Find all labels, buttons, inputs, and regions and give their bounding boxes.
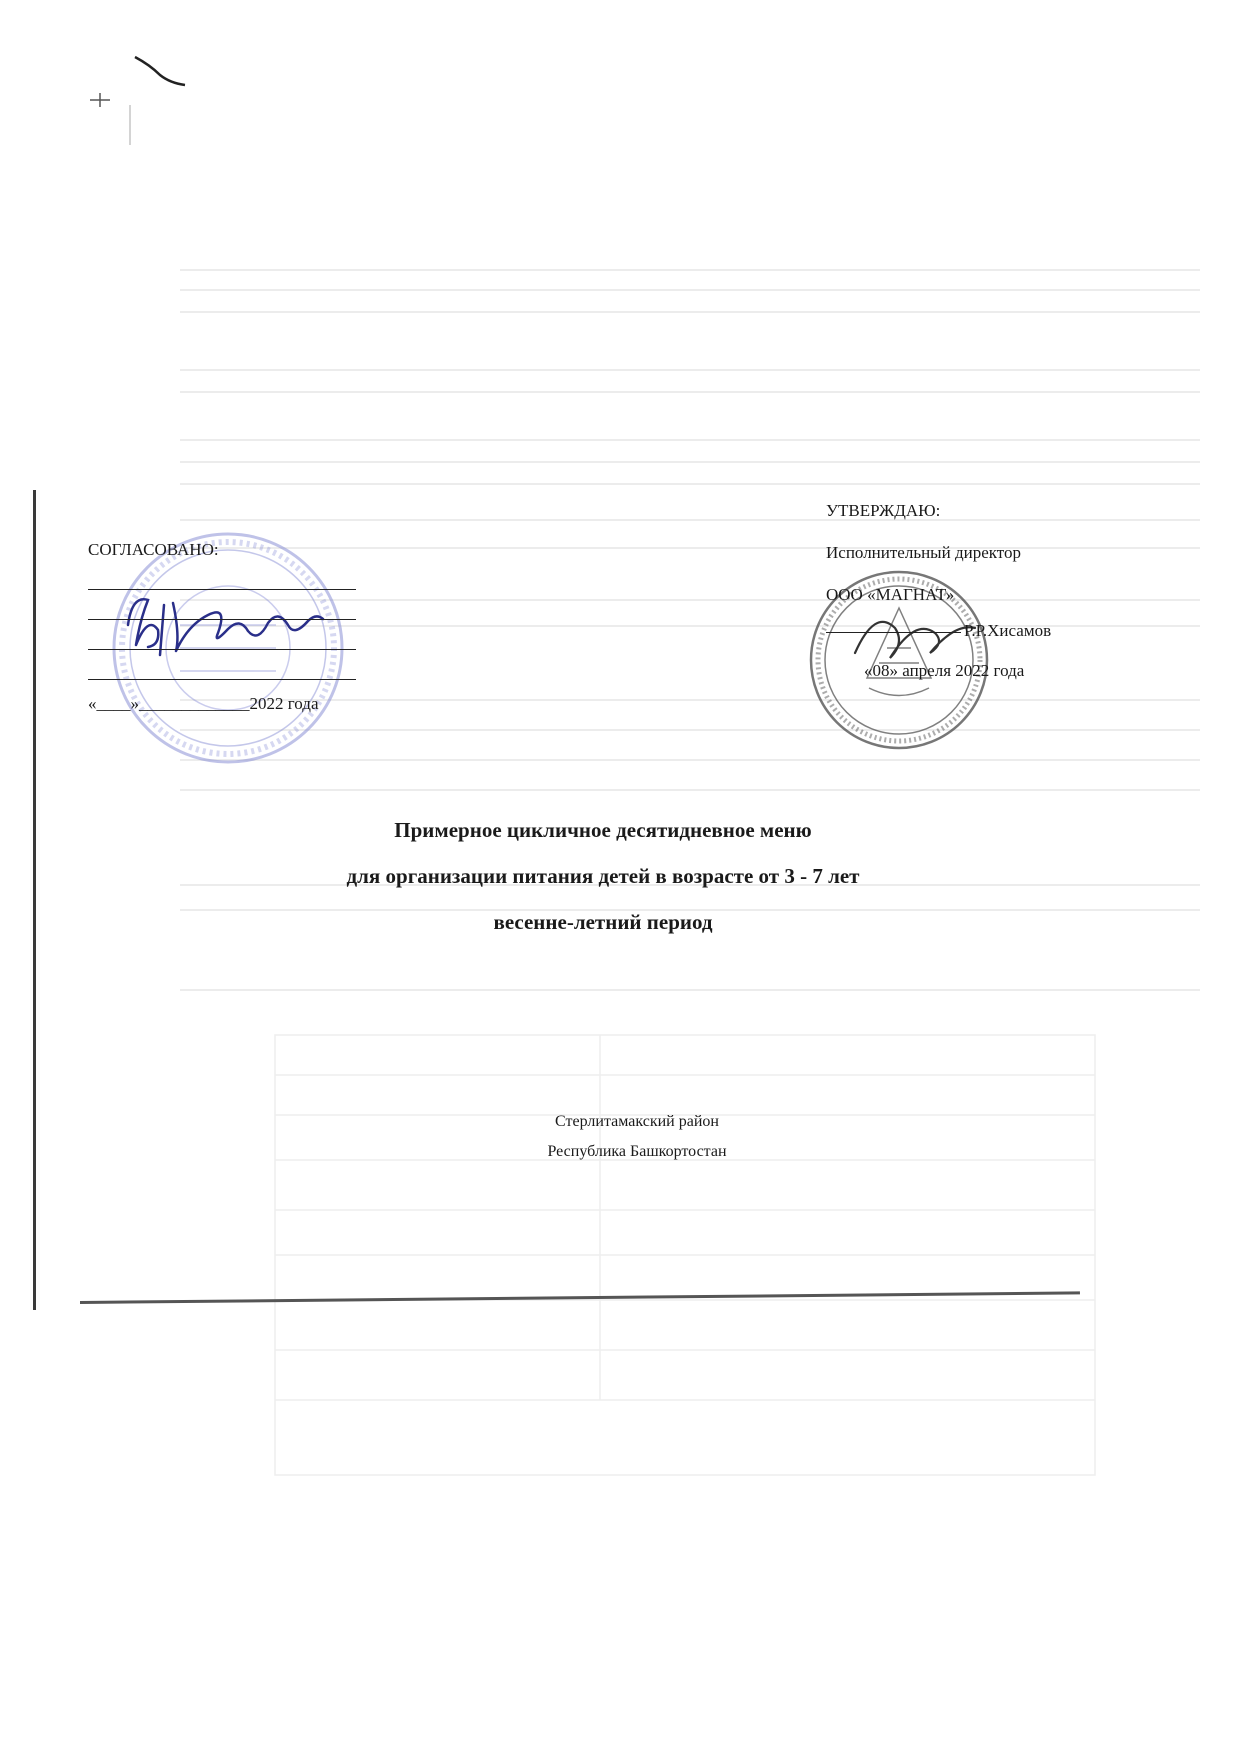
organization-name: ООО «МАГНАТ» [826,585,955,604]
signature-line [88,618,356,620]
approval-left-block [88,540,368,680]
signature-line [88,678,356,680]
approval-left-date: «____»_____________2022 года [88,694,319,713]
signature-line [88,648,356,650]
scan-artifact-marks [60,45,200,155]
approval-right-date: «08» апреля 2022 года [864,661,1025,680]
district-name: Стерлитамакский район [555,1113,719,1130]
approval-left-heading: СОГЛАСОВАНО: [88,540,219,559]
left-margin-rule [33,490,36,1310]
approval-right-heading: УТВЕРЖДАЮ: [826,501,941,520]
signatory-name: Р.Р.Хисамов [964,621,1052,640]
signature-line [88,588,356,590]
signature-line [826,632,961,633]
republic-name: Республика Башкортостан [547,1143,727,1160]
document-title-line-3: весенне-летний период [493,910,713,934]
signatory-position: Исполнительный директор [826,543,1021,562]
bottom-rule [80,1291,1080,1304]
document-title-line-2: для организации питания детей в возрасте от 3 - 7 лет [346,864,860,888]
document-title-line-1: Примерное цикличное десятидневное меню [394,818,812,842]
